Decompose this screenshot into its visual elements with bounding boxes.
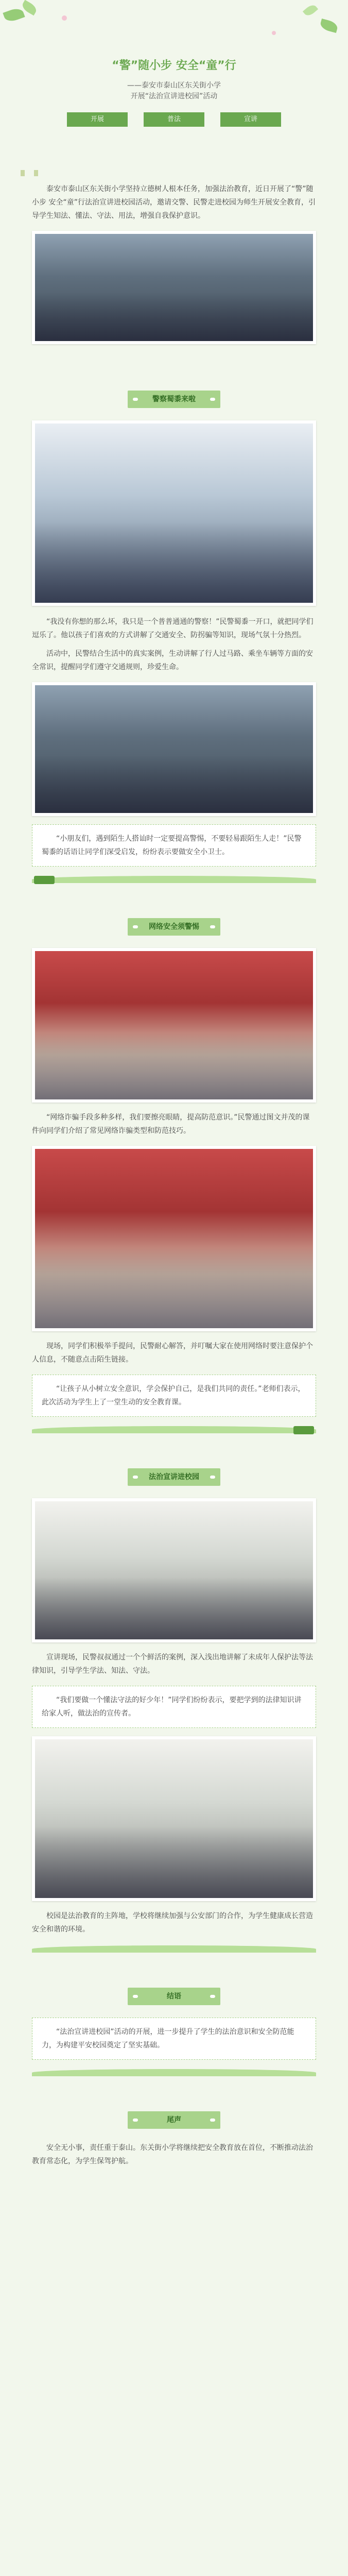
section-title: 网络安全须警惕	[128, 918, 220, 936]
section-paragraph: 活动中，民警结合生活中的真实案例，生动讲解了行人过马路、乘坐车辆等方面的安全常识，提醒同学们遵守交通规则，珍爱生命。	[32, 650, 313, 671]
section-title: 法治宣讲进校园	[128, 1468, 220, 1486]
dot-decoration	[272, 31, 276, 35]
book-icon	[293, 1426, 314, 1434]
photo	[32, 420, 316, 606]
grass-decoration	[32, 867, 316, 887]
book-icon	[34, 876, 55, 884]
photo	[32, 1736, 316, 1901]
quote-box: “让孩子从小树立安全意识，学会保护自己，是我们共同的责任。”老师们表示，此次活动为学生上了一堂生动的安全教育课。	[32, 1375, 316, 1417]
grass-decoration	[32, 1936, 316, 1957]
section-paragraph: 安全无小事，责任重于泰山。东关街小学将继续把安全教育放在首位，不断推动法治教育常态化，为学生保驾护航。	[32, 2144, 313, 2165]
content	[0, 170, 348, 2168]
photo	[32, 1146, 316, 1331]
quote-box: “我们要做一个懂法守法的好少年！”同学们纷纷表示，要把学到的法律知识讲给家人听，做法治的宣传者。	[32, 1686, 316, 1728]
section-paragraph: “网络诈骗手段多种多样，我们要擦亮眼睛，提高防范意识。”民警通过图文并茂的课件向同学们介绍了常见网络诈骗类型和防范技巧。	[32, 1113, 310, 1135]
grass-decoration	[32, 1417, 316, 1437]
grass-decoration	[32, 2060, 316, 2080]
leaf-decoration	[319, 19, 339, 33]
leaf-decoration	[3, 6, 25, 24]
section-paragraph: “我没有你想的那么坏，我只是一个普普通通的警察！”民警蜀黍一开口，就把同学们逗乐了。他以孩子们喜欢的方式讲解了交通安全、防拐骗等知识，现场气氛十分热烈。	[32, 618, 314, 639]
section-paragraph: 校园是法治教育的主阵地，学校将继续加强与公安部门的合作，为学生健康成长营造安全和谐的环境。	[32, 1912, 313, 1934]
photo	[32, 1498, 316, 1642]
leaf-decoration	[303, 3, 318, 18]
quote-box: “法治宣讲进校园”活动的开展，进一步提升了学生的法治意识和安全防范能力，为构建平安校园奠定了坚实基础。	[32, 2018, 316, 2060]
intro-paragraph: 泰安市泰山区东关街小学坚持立德树人根本任务，加强法治教育，近日开展了“警”随小步 安全“童”行法治宣讲进校园活动，邀请交警、民警走进校园为师生开展安全教育，引导学生知法、懂法、守法、用法，增强自我保护意识。	[32, 185, 316, 220]
section-paragraph: 宣讲现场，民警叔叔通过一个个鲜活的案例，深入浅出地讲解了未成年人保护法等法律知识，引导学生学法、知法、守法。	[32, 1653, 313, 1675]
tab-item: 宣讲	[220, 112, 281, 127]
section-title: 尾声	[128, 2111, 220, 2129]
photo	[32, 231, 316, 344]
tab-row	[67, 112, 281, 127]
tab-item: 开展	[67, 112, 128, 127]
page-subtitle: 开展“法治宣讲进校园”活动	[130, 92, 218, 100]
section-title: 结语	[128, 1988, 220, 2005]
page-title: “警”随小步 安全“童”行	[112, 59, 236, 72]
dot-decoration	[62, 15, 67, 21]
photo	[32, 948, 316, 1103]
tab-item: 普法	[144, 112, 204, 127]
section-paragraph: 现场，同学们积极举手提问，民警耐心解答，并叮嘱大家在使用网络时要注意保护个人信息，不随意点击陌生链接。	[32, 1342, 313, 1364]
quote-box: “小朋友们，遇到陌生人搭讪时一定要提高警惕，不要轻易跟陌生人走！”民警蜀黍的话语让同学们深受启发，纷纷表示要做安全小卫士。	[32, 824, 316, 867]
photo	[32, 682, 316, 816]
section-title: 警察蜀黍来啦	[128, 391, 220, 408]
page-subtitle: ——泰安市泰山区东关街小学	[127, 81, 221, 90]
